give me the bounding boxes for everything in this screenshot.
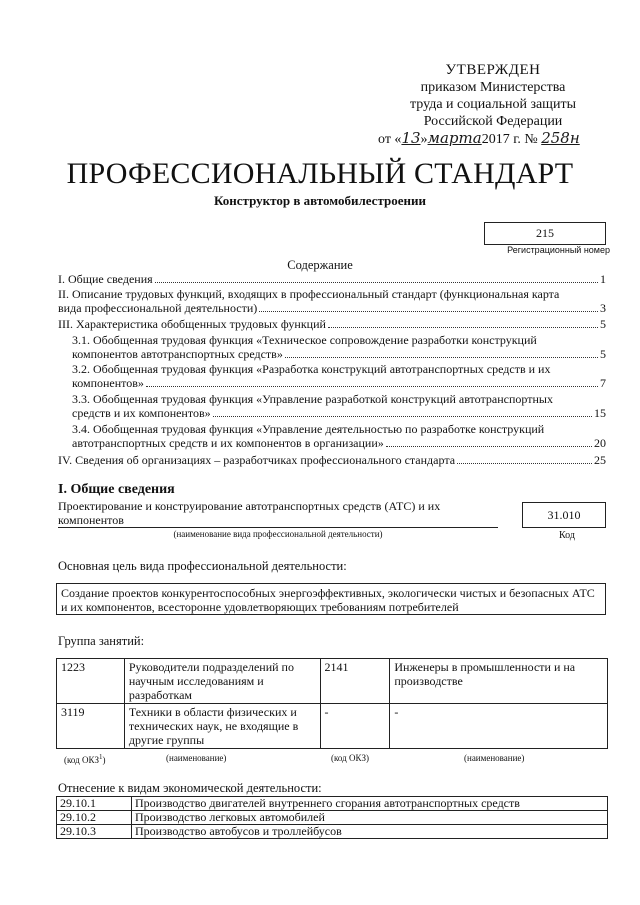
table-cell: Техники в области физических и технических наук, не входящие в другие группы <box>124 704 320 749</box>
toc-item[interactable] <box>58 287 606 315</box>
approval-line: Российской Федерации <box>423 114 563 129</box>
registration-number-label: Регистрационный номер <box>507 245 610 255</box>
date-mid: » <box>420 132 428 147</box>
toc-item[interactable] <box>72 392 606 420</box>
table-row <box>57 825 608 839</box>
date-prefix: от « <box>378 132 402 147</box>
toc-item[interactable] <box>72 422 606 450</box>
handwritten-day: 13 <box>401 129 421 147</box>
toc-item[interactable] <box>58 272 606 286</box>
group-caption: (наименование) <box>166 753 227 763</box>
goal-box: Создание проектов конкурентоспособных энергоэффективных, экологически чистых и безопасных АТС и их компонентов, всесторонне удовлетворяющих требованиям потребителей <box>56 583 606 615</box>
divider <box>58 527 498 528</box>
toc-item-text: III. Характеристика обобщенных трудовых функций <box>58 317 326 331</box>
approval-heading: УТВЕРЖДЕН <box>445 62 541 78</box>
okved-label: Отнесение к видам экономической деятельности: <box>58 781 322 795</box>
toc-item-text: 3.2. Обобщенная трудовая функция «Разработка конструкций автотранспортных средств и их <box>72 362 551 376</box>
group-caption: (код ОКЗ$^1$) <box>64 753 106 765</box>
group-caption: (наименование) <box>464 753 525 763</box>
page-subtitle: Конструктор в автомобилестроении <box>214 193 426 208</box>
toc-item[interactable] <box>58 317 606 331</box>
goal-label: Основная цель вида профессиональной деятельности: <box>58 559 347 573</box>
kind-caption: (наименование вида профессиональной деятельности) <box>173 529 383 539</box>
toc-item-text: II. Описание трудовых функций, входящих в профессиональный стандарт (функциональная карта <box>58 287 560 301</box>
table-row <box>57 811 608 825</box>
approval-block <box>378 62 608 148</box>
registration-number-box: 215 <box>484 222 606 245</box>
okved-table <box>56 796 608 839</box>
approval-line: труда и социальной защиты <box>410 97 576 112</box>
table-cell: Руководители подразделений по научным исследованиям и разработкам <box>124 659 320 704</box>
toc-item-text: вида профессиональной деятельности) <box>58 301 258 315</box>
group-label: Группа занятий: <box>58 634 145 648</box>
kind-of-activity: Проектирование и конструирование автотранспортных средств (АТС) и их компонентов <box>58 499 441 527</box>
approval-date-line <box>378 130 608 148</box>
toc-item-text: IV. Сведения об организациях – разработчиках профессионального стандарта <box>58 453 456 467</box>
table-cell: 3119 <box>57 704 125 749</box>
handwritten-month: марта <box>427 129 482 147</box>
toc-item-text: компонентов» <box>72 376 144 390</box>
toc-item-page: 25 <box>594 453 606 467</box>
table-cell: 2141 <box>320 659 390 704</box>
toc-item-page: 15 <box>594 406 606 420</box>
date-year: 2017 г. № <box>481 132 538 147</box>
toc-item-text: 3.3. Обобщенная трудовая функция «Управление разработкой конструкций автотранспортных <box>72 392 553 406</box>
toc-item-text: I. Общие сведения <box>58 272 153 286</box>
table-row <box>57 797 608 811</box>
table-cell: Производство легковых автомобилей <box>132 811 608 825</box>
toc-item-text: компонентов автотранспортных средств» <box>72 347 283 361</box>
activity-code-box: 31.010 <box>522 502 606 528</box>
toc-title: Содержание <box>287 258 353 272</box>
toc-item-text: автотранспортных средств и их компонентов в организации» <box>72 436 384 450</box>
table-cell: Производство автобусов и троллейбусов <box>132 825 608 839</box>
toc-item[interactable] <box>58 453 606 467</box>
toc-item-page: 5 <box>600 317 606 331</box>
toc-item-page: 1 <box>600 272 606 286</box>
toc-item-page: 7 <box>600 376 606 390</box>
toc-item-text: 3.4. Обобщенная трудовая функция «Управление деятельностью по разработке конструкций <box>72 422 545 436</box>
toc-item-page: 3 <box>600 301 606 315</box>
approval-line: приказом Министерства <box>420 80 566 95</box>
occupation-groups-table <box>56 658 608 749</box>
toc-item-page: 20 <box>594 436 606 450</box>
table-cell: 1223 <box>57 659 125 704</box>
toc-item-text: средств и их компонентов» <box>72 406 211 420</box>
activity-code-caption: Код <box>559 530 575 541</box>
table-cell: 29.10.1 <box>57 797 132 811</box>
table-cell: - <box>390 704 608 749</box>
handwritten-order-number: 258н <box>541 129 580 147</box>
section-heading: I. Общие сведения <box>58 482 175 497</box>
table-cell: - <box>320 704 390 749</box>
group-caption: (код ОКЗ) <box>331 753 369 763</box>
table-row <box>57 659 608 704</box>
toc-item[interactable] <box>72 362 606 390</box>
table-cell: Производство двигателей внутреннего сгорания автотранспортных средств <box>132 797 608 811</box>
table-row <box>57 704 608 749</box>
table-cell: Инженеры в промышленности и на производстве <box>390 659 608 704</box>
table-cell: 29.10.3 <box>57 825 132 839</box>
toc-item[interactable] <box>72 333 606 361</box>
toc-item-text: 3.1. Обобщенная трудовая функция «Техническое сопровождение разработки конструкций <box>72 333 537 347</box>
page-title: ПРОФЕССИОНАЛЬНЫЙ СТАНДАРТ <box>66 157 574 190</box>
table-cell: 29.10.2 <box>57 811 132 825</box>
toc-item-page: 5 <box>600 347 606 361</box>
